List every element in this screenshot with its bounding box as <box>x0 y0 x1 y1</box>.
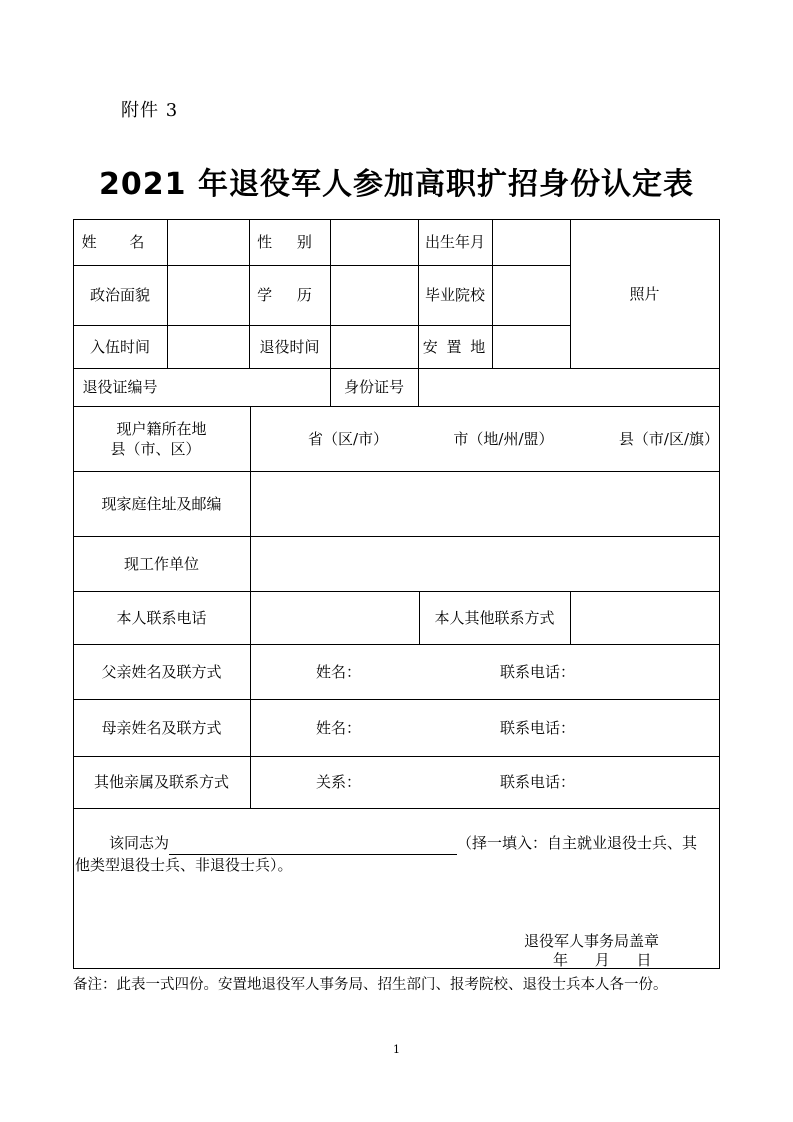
id-no-input[interactable] <box>418 368 719 406</box>
hukou-input[interactable] <box>250 406 719 471</box>
label-mother: 母亲姓名及联方式 <box>101 718 222 737</box>
label-hukou-line2: 县（市、区） <box>110 439 201 458</box>
label-enlist: 入伍时间 <box>89 337 150 356</box>
label-address: 现家庭住址及邮编 <box>101 494 222 513</box>
politics-input[interactable] <box>167 265 249 325</box>
label-discharge: 退役时间 <box>259 337 320 356</box>
statement-line1 <box>109 831 697 855</box>
mother-input[interactable] <box>250 699 719 756</box>
label-workplace: 现工作单位 <box>123 554 199 573</box>
province-suffix: 省（区/市） <box>308 429 389 448</box>
label-settle: 安 置 地 <box>422 337 488 356</box>
photo-box[interactable]: 照片 <box>629 284 660 303</box>
settle-input[interactable] <box>492 325 570 368</box>
footer-note: 备注：此表一式四份。安置地退役军人事务局、招生部门、报考院校、退役士兵本人各一份。 <box>73 977 668 993</box>
label-cert-no: 退役证编号 <box>82 378 158 396</box>
workplace-input[interactable] <box>250 536 719 591</box>
label-id-no: 身份证号 <box>343 378 404 396</box>
relative-relation-label: 关系： <box>316 773 362 791</box>
stamp-label: 退役军人事务局盖章 <box>524 932 660 950</box>
education-input[interactable] <box>330 265 418 325</box>
label-father: 父亲姓名及联方式 <box>101 662 222 681</box>
page-number: 1 <box>393 1043 400 1056</box>
father-tel-label: 联系电话： <box>500 662 576 681</box>
other-contact-input[interactable] <box>570 591 719 644</box>
label-birth: 出生年月 <box>424 233 485 251</box>
county-suffix: 县（市/区/旗） <box>618 429 719 448</box>
stamp-date[interactable]: 年 月 日 <box>553 951 652 969</box>
attachment-label: 附件 3 <box>121 100 179 121</box>
form-title: 2021 年退役军人参加高职扩招身份认定表 <box>99 167 694 202</box>
label-politics: 政治面貌 <box>89 286 150 304</box>
identity-form-table <box>73 219 720 969</box>
name-input[interactable] <box>167 219 249 265</box>
label-hukou <box>73 406 250 471</box>
statement-line2: 他类型退役士兵、非退役士兵）。 <box>75 856 293 874</box>
label-other-contact: 本人其他联系方式 <box>434 608 555 627</box>
birth-input[interactable] <box>492 219 570 265</box>
enlist-input[interactable] <box>167 325 249 368</box>
label-education: 学 历 <box>257 286 322 304</box>
city-suffix: 市（地/州/盟） <box>453 429 554 448</box>
mother-name-label: 姓名： <box>316 718 362 737</box>
statement-suffix: （择一填入：自主就业退役士兵、其 <box>457 834 698 852</box>
row-line <box>73 808 720 809</box>
phone-input[interactable] <box>250 591 419 644</box>
school-input[interactable] <box>492 265 570 325</box>
mother-tel-label: 联系电话： <box>500 718 576 737</box>
father-name-label: 姓名： <box>316 662 362 681</box>
label-phone: 本人联系电话 <box>116 608 207 627</box>
table-border-right <box>719 219 720 969</box>
statement-prefix: 该同志为 <box>109 834 170 852</box>
label-name: 姓 名 <box>81 233 159 251</box>
cert-no-input[interactable] <box>167 368 330 406</box>
relative-tel-label: 联系电话： <box>500 773 576 791</box>
label-hukou-line1: 现户籍所在地 <box>116 419 207 438</box>
discharge-input[interactable] <box>330 325 418 368</box>
father-input[interactable] <box>250 644 719 699</box>
gender-input[interactable] <box>330 219 418 265</box>
label-relative: 其他亲属及联系方式 <box>93 773 229 791</box>
label-gender: 性 别 <box>257 233 322 251</box>
relative-input[interactable] <box>250 756 719 808</box>
address-input[interactable] <box>250 471 719 536</box>
label-school: 毕业院校 <box>424 286 485 304</box>
